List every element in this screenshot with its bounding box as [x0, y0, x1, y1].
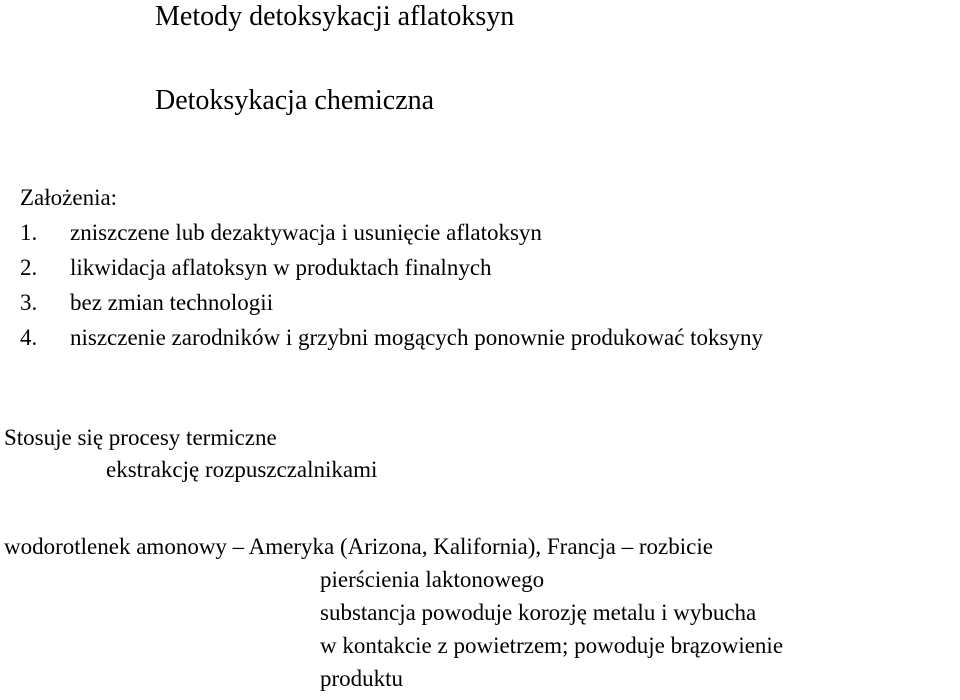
page-title: Metody detoksykacji aflatoksyn: [155, 1, 515, 32]
ammonia-line-air-contact: w kontakcie z powietrzem; powoduje brązowienie: [320, 633, 784, 658]
ammonia-line-corrosion: substancja powoduje korozję metalu i wybucha: [320, 600, 757, 625]
list-item-number: 1.: [20, 220, 38, 245]
list-item-number: 4.: [20, 325, 38, 350]
ammonia-line-lactone: pierścienia laktonowego: [320, 567, 545, 592]
processes-line-extraction: ekstrakcję rozpuszczalnikami: [106, 457, 378, 482]
ammonia-section: [4, 530, 783, 695]
assumptions-list: [20, 215, 763, 355]
list-item-text: zniszczene lub dezaktywacja i usunięcie aflatoksyn: [70, 220, 542, 245]
list-item-text: likwidacja aflatoksyn w produktach finalnych: [70, 255, 492, 280]
list-item-text: niszczenie zarodników i grzybni mogących ponownie produkować toksyny: [70, 325, 763, 350]
list-item: [20, 320, 763, 355]
assumptions-heading: Założenia:: [20, 185, 118, 210]
list-item: [20, 285, 763, 320]
list-item-text: bez zmian technologii: [70, 290, 274, 315]
processes-line-thermal: Stosuje się procesy termiczne: [4, 425, 277, 450]
ammonia-line-main: wodorotlenek amonowy – Ameryka (Arizona, Kalifornia), Francja – rozbicie: [4, 534, 713, 559]
ammonia-line-product: produktu: [320, 666, 404, 691]
list-item: [20, 250, 763, 285]
list-item-number: 2.: [20, 255, 38, 280]
assumptions-section: [20, 180, 763, 355]
section-subtitle: Detoksykacja chemiczna: [155, 85, 435, 116]
list-item: [20, 215, 763, 250]
processes-section: [4, 422, 377, 486]
list-item-number: 3.: [20, 290, 38, 315]
